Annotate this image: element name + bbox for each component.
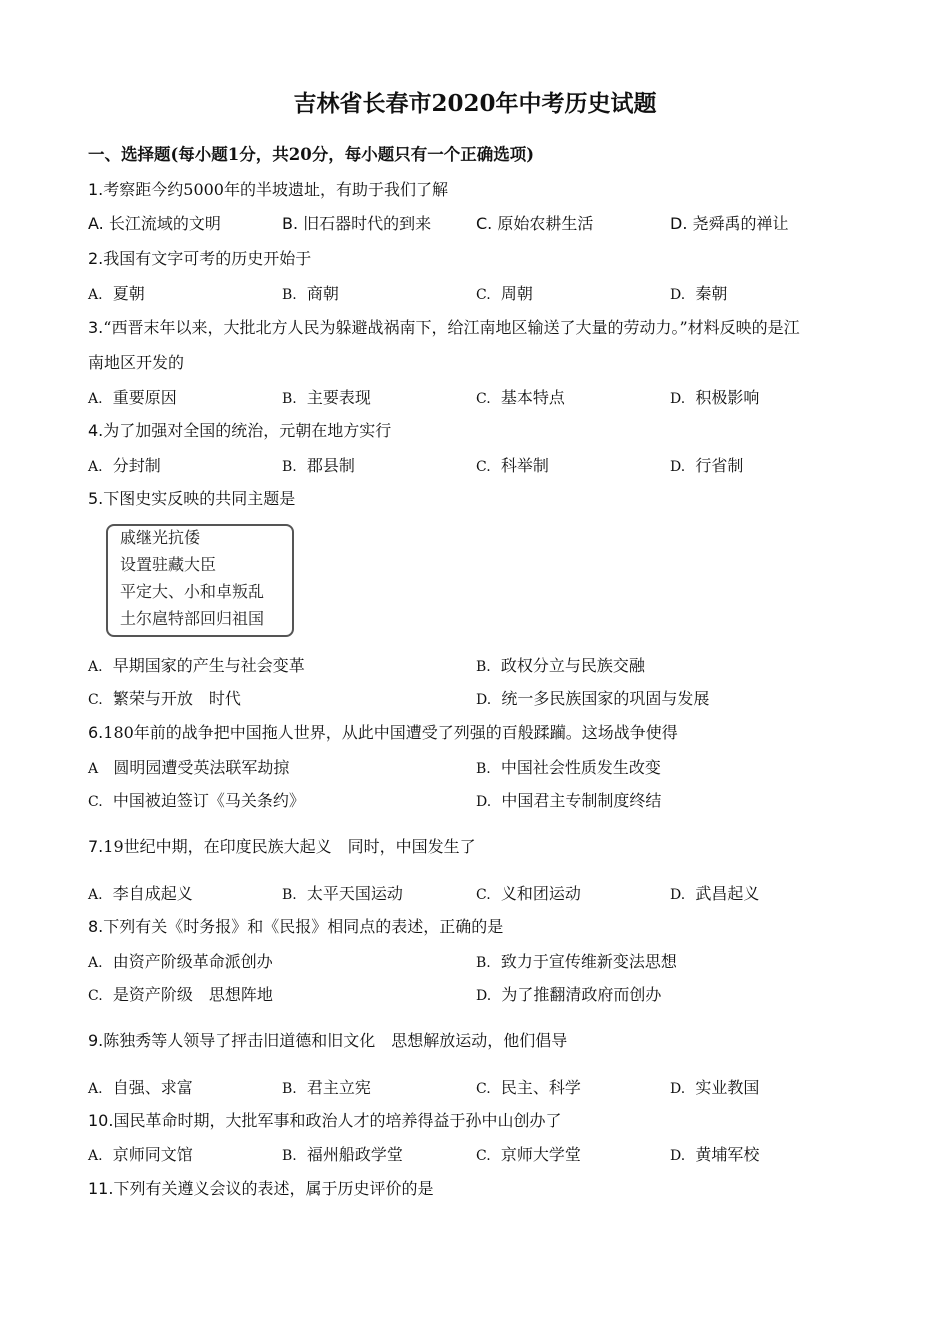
option-letter: C. (476, 887, 491, 903)
question-5 (88, 488, 295, 510)
option-text: 分封制 (112, 456, 161, 475)
option-d (670, 1144, 759, 1167)
option-b (476, 951, 677, 974)
question-9 (88, 1030, 567, 1052)
question-number: 5. (88, 489, 104, 508)
option-text: 君主立宪 (306, 1078, 371, 1097)
option-letter: B. (476, 761, 491, 777)
question-text: 19世纪中期，在印度民族大起义 同时，中国发生了 (103, 837, 476, 856)
option-text: 尧舜禹的禅让 (692, 214, 789, 233)
option-text: 周朝 (500, 284, 533, 303)
option-text: 太平天国运动 (306, 884, 403, 903)
option-text: 为了推翻清政府而创办 (501, 985, 662, 1004)
option-b (282, 1144, 403, 1167)
option-text: 李自成起义 (112, 884, 193, 903)
question-number: 7. (88, 837, 104, 856)
option-d (476, 984, 661, 1007)
option-letter: B. (282, 391, 297, 407)
option-letter: D. (670, 214, 688, 233)
question-number: 8. (88, 917, 104, 936)
option-text: 早期国家的产生与社会变革 (112, 656, 305, 675)
option-letter: B. (282, 214, 299, 233)
option-a (88, 757, 289, 780)
option-text: 主要表现 (306, 388, 371, 407)
option-text: 自强、求富 (112, 1078, 193, 1097)
option-letter: A. (88, 1148, 103, 1164)
option-letter: B. (476, 659, 491, 675)
question-1 (88, 179, 448, 201)
option-text: 中国被迫签订《马关条约》 (112, 791, 305, 810)
option-b (282, 1077, 371, 1100)
question-text: 我国有文字可考的历史开始于 (103, 249, 312, 268)
option-b (282, 213, 431, 235)
option-text: 原始农耕生活 (497, 214, 594, 233)
question-number: 2. (88, 249, 104, 268)
option-letter: B. (282, 1148, 297, 1164)
option-text: 夏朝 (112, 284, 145, 303)
option-letter: B. (282, 887, 297, 903)
option-c (476, 883, 581, 906)
question-text: 陈独秀等人领导了抨击旧道德和旧文化 思想解放运动，他们倡导 (103, 1031, 568, 1050)
option-c (88, 688, 241, 711)
option-letter: A. (88, 391, 103, 407)
option-c (476, 1077, 581, 1100)
option-letter: C. (88, 692, 103, 708)
option-letter: C. (476, 1148, 491, 1164)
option-letter: D. (476, 692, 492, 708)
option-c (476, 455, 549, 478)
option-a (88, 1144, 193, 1167)
question-text: 下图史实反映的共同主题是 (103, 489, 296, 508)
question-3-continuation: 南地区开发的 (88, 353, 185, 372)
option-text: 由资产阶级革命派创办 (112, 952, 273, 971)
option-letter: D. (670, 459, 686, 475)
option-d (670, 455, 743, 478)
option-letter: C. (88, 794, 103, 810)
box-line: 平定大、小和卓叛乱 (120, 582, 265, 601)
option-text: 长江流域的文明 (108, 214, 221, 233)
page-title: 吉林省长春市2020年中考历史试题 (293, 90, 657, 117)
question-text: 为了加强对全国的统治，元朝在地方实行 (103, 421, 392, 440)
question-3 (88, 317, 800, 339)
question-number: 11. (88, 1179, 114, 1198)
option-d (670, 283, 727, 306)
option-letter: C. (476, 214, 493, 233)
option-text: 基本特点 (500, 388, 565, 407)
question-6 (88, 722, 678, 744)
option-a (88, 655, 305, 678)
option-letter: A. (88, 459, 103, 475)
option-a (88, 883, 193, 906)
option-text: 是资产阶级 思想阵地 (112, 985, 273, 1004)
option-b (282, 883, 403, 906)
option-c (476, 1144, 581, 1167)
question-7 (88, 836, 476, 858)
option-letter: B. (282, 287, 297, 303)
option-text: 中国君主专制制度终结 (501, 791, 662, 810)
option-text: 武昌起义 (695, 884, 760, 903)
option-text: 实业教国 (695, 1078, 760, 1097)
option-a (88, 387, 177, 410)
option-text: 积极影响 (695, 388, 760, 407)
option-letter: B. (282, 459, 297, 475)
option-text: 中国社会性质发生改变 (500, 758, 661, 777)
question-number: 10. (88, 1111, 114, 1130)
option-c (476, 213, 593, 235)
option-letter: A. (88, 1081, 103, 1097)
option-c (476, 387, 565, 410)
question-10 (88, 1110, 561, 1132)
option-letter: C. (88, 988, 103, 1004)
option-letter: C. (476, 287, 491, 303)
question-number: 4. (88, 421, 104, 440)
option-letter: A. (88, 887, 103, 903)
box-line: 设置驻藏大臣 (120, 555, 217, 574)
option-letter: D. (670, 287, 686, 303)
option-text: 行省制 (695, 456, 744, 475)
option-text: 政权分立与民族交融 (500, 656, 645, 675)
option-text: 致力于宣传维新变法思想 (500, 952, 677, 971)
option-letter: C. (476, 391, 491, 407)
option-d (670, 883, 759, 906)
option-a (88, 951, 273, 974)
question-number: 9. (88, 1031, 104, 1050)
option-a (88, 455, 161, 478)
option-letter: B. (282, 1081, 297, 1097)
option-d (670, 387, 759, 410)
option-b (282, 455, 355, 478)
section-heading: 一、选择题(每小题1分，共20分，每小题只有一个正确选项) (88, 145, 535, 164)
history-facts-box (106, 524, 294, 637)
option-text: 义和团运动 (500, 884, 581, 903)
question-text: “西晋末年以来，大批北方人民为躲避战祸南下，给江南地区输送了大量的劳动力。”材料反映的是江 (103, 318, 800, 337)
option-text: 福州船政学堂 (306, 1145, 403, 1164)
option-letter: A (88, 761, 99, 777)
option-text: 民主、科学 (500, 1078, 581, 1097)
question-text: 180年前的战争把中国拖人世界，从此中国遭受了列强的百般蹂躏。这场战争使得 (103, 723, 678, 742)
option-letter: A. (88, 659, 103, 675)
box-line: 土尔扈特部回归祖国 (120, 609, 265, 628)
option-c (88, 984, 273, 1007)
option-letter: A. (88, 955, 103, 971)
option-letter: A. (88, 287, 103, 303)
option-text: 商朝 (306, 284, 339, 303)
option-letter: A. (88, 214, 104, 233)
option-text: 京师大学堂 (500, 1145, 581, 1164)
option-letter: D. (670, 1148, 686, 1164)
question-text: 下列有关《时务报》和《民报》相同点的表述，正确的是 (103, 917, 504, 936)
question-number: 6. (88, 723, 104, 742)
option-a (88, 213, 221, 235)
option-letter: C. (476, 1081, 491, 1097)
question-number: 3. (88, 318, 104, 337)
question-8 (88, 916, 503, 938)
question-number: 1. (88, 180, 104, 199)
box-line: 戚继光抗倭 (120, 528, 201, 547)
question-2 (88, 248, 311, 270)
option-d (670, 213, 789, 235)
option-d (670, 1077, 759, 1100)
option-text: 黄埔军校 (695, 1145, 760, 1164)
option-letter: D. (476, 794, 492, 810)
option-text: 京师同文馆 (112, 1145, 193, 1164)
option-c (88, 790, 305, 813)
option-text: 繁荣与开放 时代 (112, 689, 241, 708)
option-letter: D. (670, 1081, 686, 1097)
option-text: 郡县制 (306, 456, 355, 475)
option-text: 统一多民族国家的巩固与发展 (501, 689, 710, 708)
question-text: 国民革命时期，大批军事和政治人才的培养得益于孙中山创办了 (113, 1111, 562, 1130)
option-b (282, 283, 339, 306)
option-b (476, 757, 661, 780)
option-text: 圆明园遭受英法联军劫掠 (113, 758, 290, 777)
option-text: 旧石器时代的到来 (303, 214, 432, 233)
option-text: 科举制 (500, 456, 549, 475)
option-d (476, 790, 661, 813)
option-letter: B. (476, 955, 491, 971)
option-b (476, 655, 645, 678)
option-a (88, 1077, 193, 1100)
option-letter: D. (670, 887, 686, 903)
option-b (282, 387, 371, 410)
option-letter: D. (670, 391, 686, 407)
option-c (476, 283, 533, 306)
question-11 (88, 1178, 433, 1200)
option-text: 秦朝 (695, 284, 728, 303)
option-d (476, 688, 709, 711)
option-a (88, 283, 145, 306)
question-text: 下列有关遵义会议的表述，属于历史评价的是 (113, 1179, 434, 1198)
question-text: 考察距今约5000年的半坡遗址，有助于我们了解 (103, 180, 448, 199)
option-letter: C. (476, 459, 491, 475)
option-text: 重要原因 (112, 388, 177, 407)
option-letter: D. (476, 988, 492, 1004)
question-4 (88, 420, 391, 442)
